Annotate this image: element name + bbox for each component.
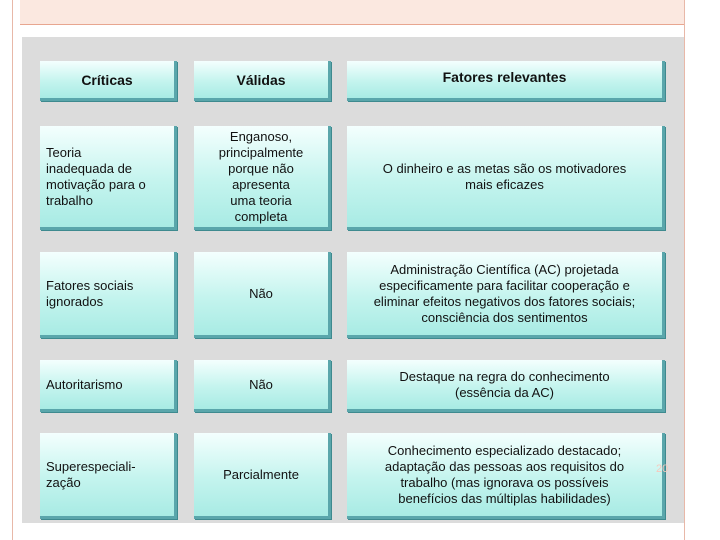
left-frame-border [0, 0, 13, 540]
row1-fatores [347, 126, 665, 230]
row1-fatores-text: O dinheiro e as metas são os motivadores mais eficazes [382, 160, 627, 192]
row1-critica-text: Teoria inadequada de motivação para o trabalho [46, 144, 146, 208]
row3-fatores [347, 360, 665, 412]
row4-valida [194, 433, 331, 519]
header-criticas-label: Críticas [81, 71, 133, 88]
row2-fatores-text: Administração Científica (AC) projetada especificamente para facilitar cooperação e eliminar efeitos negativos dos fatores sociais; consciência dos sentimentos [373, 261, 636, 325]
row3-valida [194, 360, 331, 412]
row2-critica-text: Fatores sociais ignorados [46, 277, 134, 309]
row2-fatores [347, 252, 665, 338]
row1-valida [194, 126, 331, 230]
row4-fatores [347, 433, 665, 519]
row3-critica-text: Autoritarismo [46, 376, 123, 392]
row3-fatores-text: Destaque na regra do conhecimento (essência da AC) [399, 368, 610, 400]
row2-valida-text: Não [249, 285, 273, 301]
row2-valida [194, 252, 331, 338]
header-validas [194, 61, 331, 101]
top-decorative-stripe [20, 0, 684, 24]
row4-fatores-text: Conhecimento especializado destacado; adaptação das pessoas aos requisitos do trabalho (mas ignorava os possíveis benefícios das múltiplas habilidades) [384, 442, 625, 506]
header-fatores-label: Fatores relevantes [442, 69, 567, 85]
right-frame-border [684, 0, 720, 540]
header-fatores [347, 61, 665, 101]
row4-critica [40, 433, 177, 519]
header-criticas [40, 61, 177, 101]
row4-critica-text: Superespeciali- zação [46, 458, 136, 490]
row4-valida-text: Parcialmente [223, 466, 299, 482]
page-number: 20 [656, 463, 669, 475]
row3-valida-text: Não [249, 376, 273, 392]
header-validas-label: Válidas [236, 71, 286, 88]
row1-critica [40, 126, 177, 230]
row2-critica [40, 252, 177, 338]
row3-critica [40, 360, 177, 412]
top-decorative-line [20, 24, 684, 25]
row1-valida-text: Enganoso, principalmente porque não apresenta uma teoria completa [218, 128, 304, 224]
